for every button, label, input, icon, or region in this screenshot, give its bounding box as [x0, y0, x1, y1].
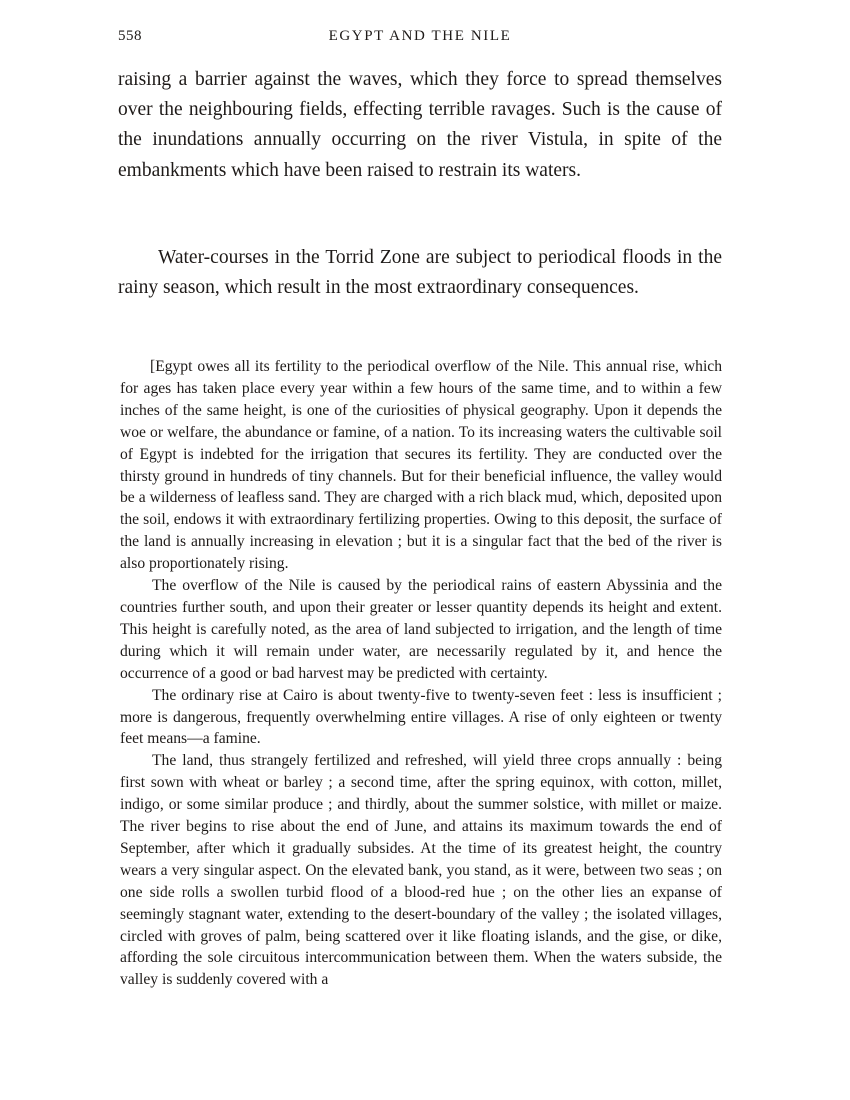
note-paragraph-overflow: The overflow of the Nile is caused by the periodical rains of eastern Abyssinia and the countries further south, and upon their greater or lesser quantity depends its height and extent. This height is carefully noted, as the area of land subjected to irrigation, and the length of time during which it will remain under water, are necessarily regulated by it, and hence the occurrence of a good or bad harvest may be predicted with certainty.: [120, 577, 722, 682]
body-paragraph-torrid-zone: [118, 243, 722, 303]
note-paragraph-crops: The land, thus strangely fertilized and refreshed, will yield three crops annually : being first sown with wheat or barley ; a second time, after the spring equinox, with cotton, millet, indigo, or some similar produce ; and thirdly, about the summer solstice, with millet or maize. The river begins to rise about the end of June, and attains its maximum towards the end of September, after which it gradually subsides. At the time of its greatest height, the country wears a very singular aspect. On the elevated bank, you stand, as it were, between two seas ; on one side rolls a swollen turbid flood of a blood-red hue ; on the other lies an expanse of seemingly stagnant water, extending to the desert-boundary of the valley ; the isolated villages, circled with groves of palm, being scattered over it like floating islands, and the gise, or dike, affording the sole circuitous intercommunication between them. When the waters subside, the valley is suddenly covered with a: [120, 752, 722, 989]
body-paragraph-continued: [118, 65, 722, 186]
inserted-note-egypt: [120, 356, 722, 991]
note-paragraph-fertility: [Egypt owes all its fertility to the periodical overflow of the Nile. This annual rise, which for ages has taken place every year within a few hours of the same time, and to within a few inches of the same height, is one of the curiosities of physical geography. Upon it depends the woe or welfare, the abundance or famine, of a nation. To its increasing waters the cultivable soil of Egypt is indebted for the irrigation that secures its fertility. They are conducted over the thirsty ground in hundreds of tiny channels. But for their beneficial influence, the valley would be a wilderness of leafless sand. They are charged with a rich black mud, which, deposited upon the soil, endows it with extraordinary fertilizing properties. Owing to this deposit, the surface of the land is annually increasing in elevation ; but it is a singular fact that the bed of the river is also proportionately rising.: [120, 358, 722, 573]
note-paragraph-ordinary-rise: The ordinary rise at Cairo is about twenty-five to twenty-seven feet : less is insufficient ; more is dangerous, frequently overwhelming entire villages. A rise of only eighteen or twenty feet means—a famine.: [120, 686, 722, 748]
paragraph-text: raising a barrier against the waves, which they force to spread themselves over the neighbouring fields, effecting terrible ravages. Such is the cause of the inundations annually occurring on the river Vistula, in spite of the embankments which have been raised to restrain its waters.: [118, 69, 722, 181]
paragraph-text: Water-courses in the Torrid Zone are subject to periodical floods in the rainy season, which result in the most extraordinary consequences.: [118, 247, 722, 299]
running-title: EGYPT AND THE NILE: [328, 28, 512, 44]
page-number: 558: [118, 28, 142, 44]
page-header: [118, 28, 722, 52]
